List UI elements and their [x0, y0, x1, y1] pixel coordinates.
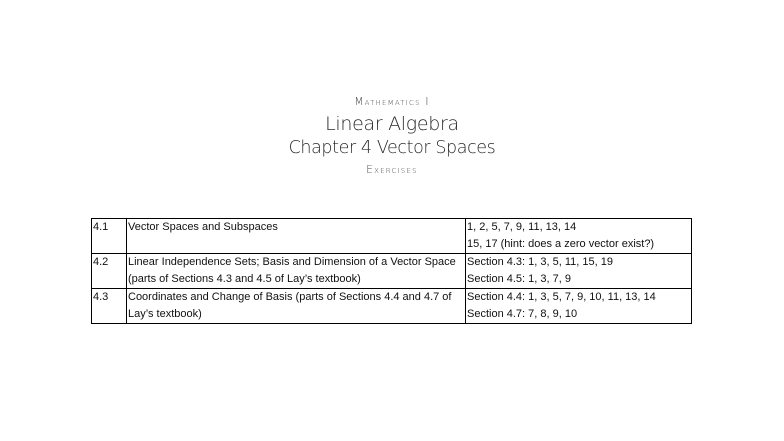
exercises-table: [91, 218, 692, 324]
section-topic: Coordinates and Change of Basis (parts of Sections 4.4 and 4.7 of Lay’s textbook): [127, 289, 466, 324]
problem-line: 1, 2, 5, 7, 9, 11, 13, 14: [467, 221, 577, 233]
table-row: [92, 254, 692, 289]
problem-line: 15, 17 (hint: does a zero vector exist?): [467, 238, 655, 250]
table-row: [92, 289, 692, 324]
section-number: 4.2: [92, 254, 127, 289]
problem-line: Section 4.3: 1, 3, 5, 11, 15, 19: [467, 256, 613, 268]
problem-line: Section 4.4: 1, 3, 5, 7, 9, 10, 11, 13, 14: [467, 291, 656, 303]
problem-line: Section 4.5: 1, 3, 7, 9: [467, 273, 571, 285]
section-number: 4.1: [92, 219, 127, 254]
section-number: 4.3: [92, 289, 127, 324]
section-topic: Linear Independence Sets; Basis and Dimension of a Vector Space (parts of Sections 4.3 and 4.5 of Lay’s textbook): [127, 254, 466, 289]
section-label: Exercises: [366, 164, 418, 176]
section-topic: Vector Spaces and Subspaces: [127, 219, 466, 254]
course-title: Linear Algebra: [325, 113, 459, 135]
assigned-problems: [466, 219, 692, 254]
problem-line: Section 4.7: 7, 8, 9, 10: [467, 308, 578, 320]
chapter-title: Chapter 4 Vector Spaces: [288, 138, 496, 158]
table-row: [92, 219, 692, 254]
course-subject: Mathematics I: [354, 96, 430, 108]
assigned-problems: [466, 289, 692, 324]
assigned-problems: [466, 254, 692, 289]
